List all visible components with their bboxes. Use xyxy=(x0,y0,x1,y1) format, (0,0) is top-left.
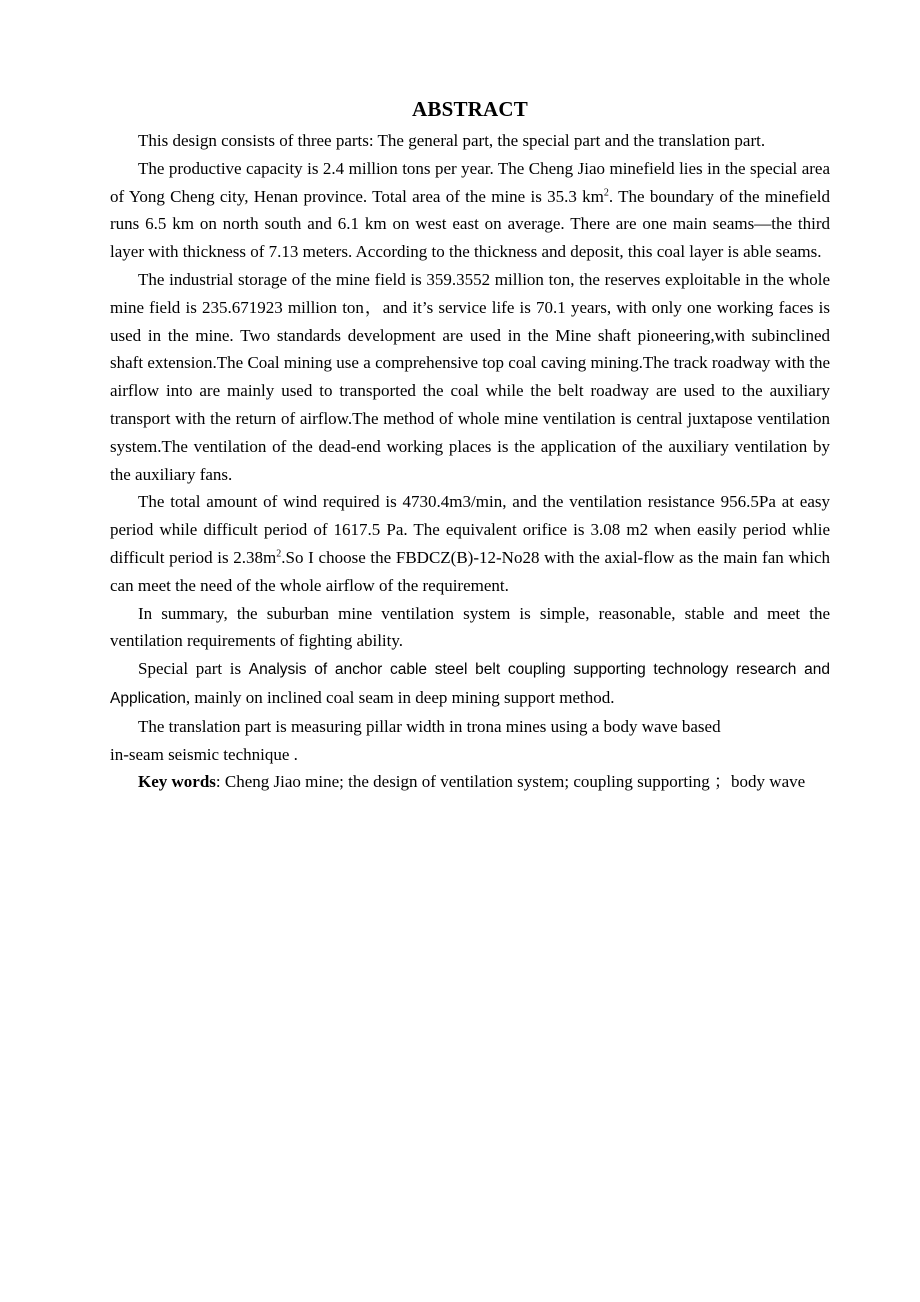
translation-part-line-1: The translation part is measuring pillar width in trona mines using a body wave based xyxy=(138,716,721,736)
paragraph-overview: This design consists of three parts: The general part, the special part and the translation part. xyxy=(138,131,766,150)
paragraph-ventilation-part-b: .So I choose the FBDCZ(B)-12-No28 with the axial-flow as the main fan which can meet the need of the whole airflow of the requirement. xyxy=(110,547,831,595)
keywords-label: Key words xyxy=(138,772,216,792)
special-part-tail: , mainly on inclined coal seam in deep mining support method. xyxy=(185,687,615,707)
translation-part-line-2: in-seam seismic technique . xyxy=(110,744,298,764)
paragraph-ventilation-part-a: The total amount of wind required is 4730.4m3/min, and the ventilation resistance 956.5Pa at easy period while difficult period of 1617.5 Pa. The equivalent orifice is 3.08 m2 when easily period whlie difficult period is 2.38m xyxy=(110,492,830,567)
superscript-squared: 2 xyxy=(603,186,609,198)
special-part-topic: Analysis of anchor cable steel belt coupling supporting technology research and Application xyxy=(110,661,830,707)
keywords-list: : Cheng Jiao mine; the design of ventilation system; coupling supporting ；body wave xyxy=(215,772,806,792)
paragraph-capacity xyxy=(110,155,830,266)
paragraph-summary: In summary, the suburban mine ventilation system is simple, reasonable, stable and meet the ventilation requirements of fighting ability. xyxy=(110,603,830,651)
paragraph-ventilation xyxy=(110,488,830,599)
paragraph-special-part xyxy=(110,655,830,713)
paragraph-capacity-part-a: The productive capacity is 2.4 million tons per year. The Cheng Jiao minefield lies in the special area of Yong Cheng city, Henan province. Total area of the mine is 35.3 km xyxy=(110,158,830,206)
keywords-paragraph xyxy=(110,768,830,796)
special-part-intro: Special part is xyxy=(138,659,249,679)
paragraph-storage: The industrial storage of the mine field is 359.3552 million ton, the reserves exploitable in the whole mine field is 235.671923 million ton，and it’s service life is 70.1 years, with only one working faces is used in the mine. Two standards development are used in the Mine shaft pioneering,with subinclined shaft extension.The Coal mining use a comprehensive top coal caving mining.The track roadway with the airflow into are mainly used to transported the coal while the belt roadway are used to the auxiliary transport with the return of airflow.The method of whole mine ventilation is central juxtapose ventilation system.The ventilation of the dead-end working places is the application of the auxiliary ventilation by the auxiliary fans. xyxy=(110,269,830,484)
superscript-squared: 2 xyxy=(276,548,282,560)
paragraph-capacity-part-b: . The boundary of the minefield runs 6.5 km on north south and 6.1 km on west east on average. There are one main seams—the third layer with thickness of 7.13 meters. According to the thickness and deposit, this coal layer is able seams. xyxy=(110,186,830,262)
abstract-page xyxy=(110,95,830,796)
paragraph-translation-part xyxy=(110,713,830,769)
abstract-title: ABSTRACT xyxy=(412,97,528,121)
